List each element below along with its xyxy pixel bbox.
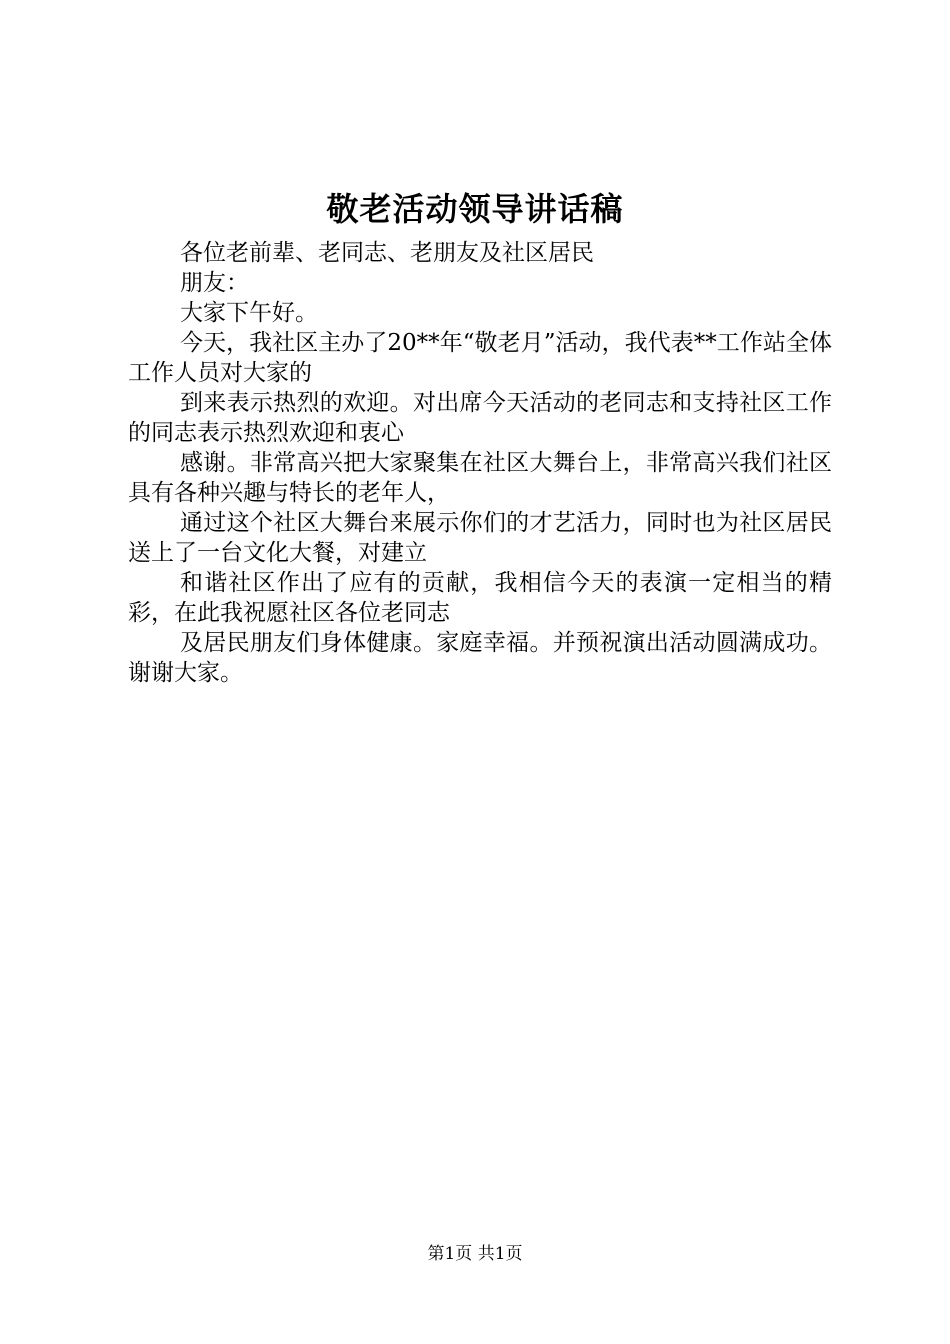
paragraph-salutation: 各位老前辈、老同志、老朋友及社区居民 [180,240,594,266]
paragraph-welcome: 今天，我社区主办了20**年“敬老月”活动，我代表**工作站全体工作人员对大家的 [128,330,832,386]
paragraph-closing: 及居民朋友们身体健康。家庭幸福。并预祝演出活动圆满成功。谢谢大家。 [128,630,832,686]
page-footer: 第1页 共1页 [427,1244,523,1264]
paragraph-gathering: 感谢。非常高兴把大家聚集在社区大舞台上，非常高兴我们社区具有各种兴趣与特长的老年人， [128,450,832,506]
paragraph-salutation-cont: 朋友： [180,270,249,296]
paragraph-stage: 通过这个社区大舞台来展示你们的才艺活力，同时也为社区居民送上了一台文化大餐，对建立 [128,510,832,566]
paragraph-thanks: 到来表示热烈的欢迎。对出席今天活动的老同志和支持社区工作的同志表示热烈欢迎和衷心 [128,390,832,446]
document-body [128,238,832,688]
paragraph-greeting: 大家下午好。 [180,300,318,326]
paragraph-harmony: 和谐社区作出了应有的贡献，我相信今天的表演一定相当的精彩，在此我祝愿社区各位老同志 [128,570,832,626]
document-title: 敬老活动领导讲话稿 [326,190,624,228]
